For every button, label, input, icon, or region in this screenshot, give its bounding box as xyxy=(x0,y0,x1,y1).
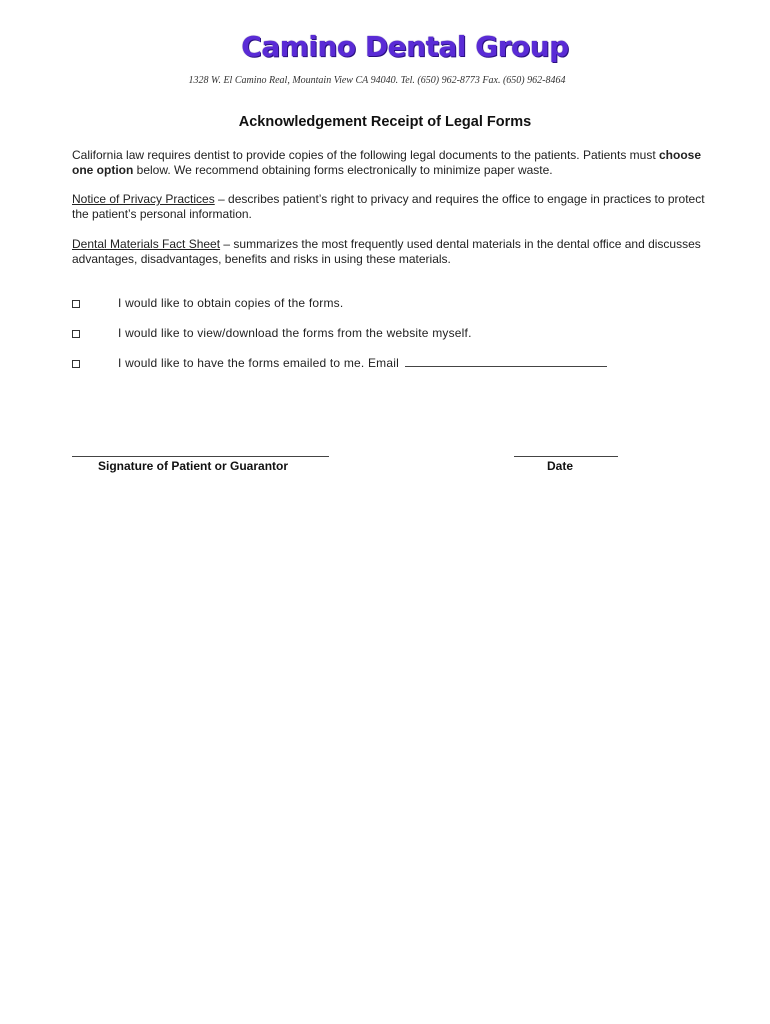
option-label: I would like to view/download the forms from the website myself. xyxy=(118,326,472,340)
intro-text-2: below. We recommend obtaining forms electronically to minimize paper waste. xyxy=(133,163,553,177)
camino-dental-logo: Camino Dental Group xyxy=(241,30,569,63)
intro-paragraph xyxy=(72,148,712,178)
date-line[interactable] xyxy=(514,456,618,457)
dental-materials-link[interactable]: Dental Materials Fact Sheet xyxy=(72,237,221,251)
option-email-text: I would like to have the forms emailed to me. Email xyxy=(118,356,399,370)
materials-description: – summarizes the most frequently used dental materials in the dental office and discusses advantages, disadvantages, benefits and risks in using these materials. xyxy=(72,237,701,266)
office-address: 1328 W. El Camino Real, Mountain View CA 94040. Tel. (650) 962-8773 Fax. (650) 962-8464 xyxy=(188,75,566,86)
intro-text-1: California law requires dentist to provide copies of the following legal documents to the patients. Patients must xyxy=(72,148,659,162)
email-field[interactable] xyxy=(405,356,607,367)
signature-line[interactable] xyxy=(72,456,329,457)
checkbox-obtain-copies[interactable] xyxy=(72,300,80,308)
signature-label: Signature of Patient or Guarantor xyxy=(98,459,289,473)
checkbox-email-forms[interactable] xyxy=(72,360,80,368)
checkbox-view-download[interactable] xyxy=(72,330,80,338)
intro-emphasis: choose one option xyxy=(72,148,702,177)
option-label: I would like to obtain copies of the forms. xyxy=(118,296,344,310)
privacy-practices-link[interactable]: Notice of Privacy Practices xyxy=(72,192,215,206)
materials-paragraph xyxy=(72,237,712,267)
privacy-paragraph xyxy=(72,192,712,222)
document-title: Acknowledgement Receipt of Legal Forms xyxy=(238,114,532,130)
privacy-description: – describes patient’s right to privacy and requires the office to engage in practices to protect the patient’s personal information. xyxy=(72,192,705,221)
option-label xyxy=(118,356,607,371)
date-label: Date xyxy=(547,459,574,473)
